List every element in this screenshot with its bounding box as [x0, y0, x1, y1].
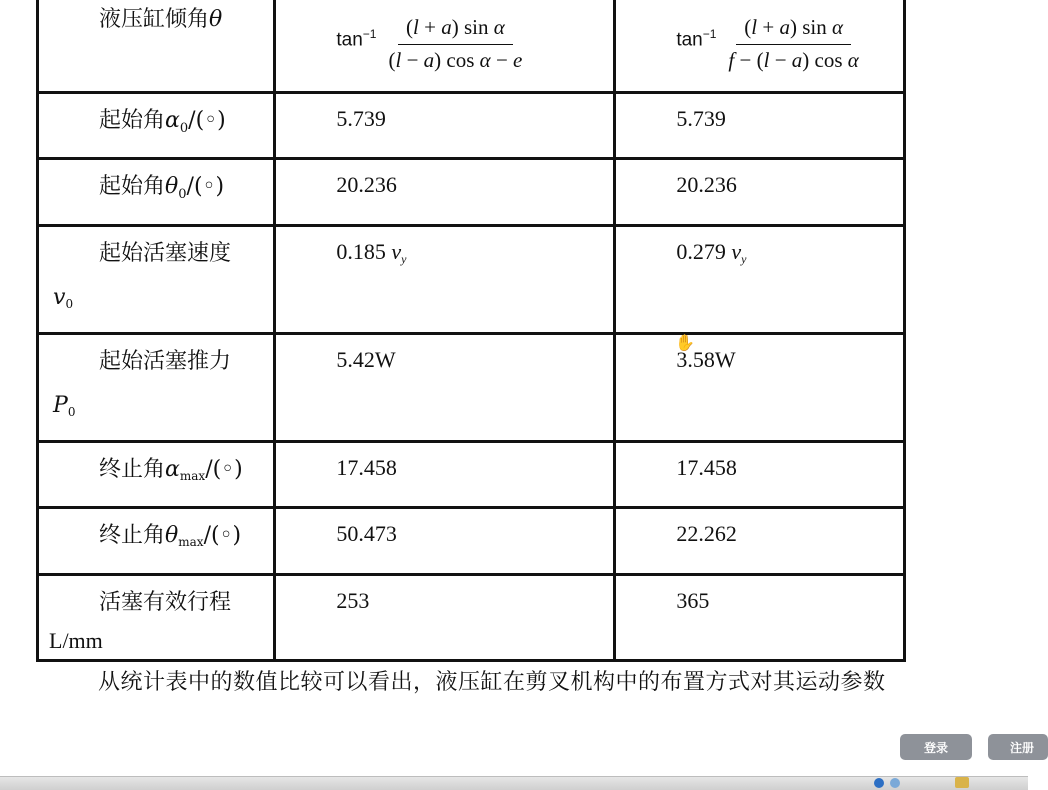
row-label-cell: [38, 93, 275, 159]
row-label-cell: [38, 334, 275, 442]
table-header-cell: [615, 0, 905, 93]
row-label: 起始活塞推力: [99, 349, 232, 374]
value-text: 365: [676, 588, 710, 613]
row-unit: /(◦): [188, 108, 226, 133]
browser-icon[interactable]: [874, 778, 884, 788]
login-button[interactable]: 登录: [900, 734, 972, 760]
row-label-cell: [38, 508, 275, 575]
value-cell: [275, 159, 615, 226]
row-label-cell: [38, 159, 275, 226]
row-sub: max: [178, 535, 204, 549]
value-text: 17.458: [336, 455, 397, 480]
row-label: 终止角: [99, 457, 166, 482]
value-var: v: [391, 239, 402, 264]
value-cell: [615, 508, 905, 575]
formula-exp: −1: [362, 27, 377, 42]
row-unit: /(◦): [186, 174, 225, 199]
value-cell: [275, 334, 615, 442]
formula-fraction: [380, 15, 530, 72]
row-label: 活塞有效行程: [99, 590, 232, 615]
value-text: 5.739: [676, 106, 726, 131]
row-unit: L/mm: [49, 628, 103, 654]
formula-col3: [676, 0, 867, 91]
row-label: 起始角: [99, 108, 166, 133]
value-text: 3.58W: [676, 347, 736, 372]
header-var: θ: [209, 7, 223, 32]
table-row: [38, 226, 905, 334]
row-unit: /(◦): [203, 523, 242, 548]
row-sub: 0: [67, 405, 76, 420]
row-sub: 0: [65, 297, 74, 312]
table-row: [38, 442, 905, 508]
row-sub: max: [179, 469, 206, 483]
value-text: 5.42W: [336, 347, 396, 372]
formula-denominator: (l − a) cos α − e: [388, 47, 523, 72]
formula-numerator: (l + a) sin α: [398, 15, 513, 44]
row-var: v: [53, 285, 66, 311]
table-row: [38, 0, 905, 93]
table-row: [38, 334, 905, 442]
value-cell: [615, 159, 905, 226]
row-label-cell: [38, 442, 275, 508]
value-text: 17.458: [676, 455, 737, 480]
formula-numerator: (l + a) sin α: [736, 15, 851, 44]
row-sub: 0: [178, 187, 187, 202]
row-var: α: [165, 108, 180, 133]
value-cell: [275, 226, 615, 334]
folder-icon[interactable]: [955, 777, 969, 788]
table-row: [38, 159, 905, 226]
value-text: 253: [336, 588, 370, 613]
row-var: θ: [165, 523, 179, 548]
row-var: P: [53, 393, 68, 419]
formula-fraction: [720, 15, 866, 72]
formula-exp: −1: [702, 27, 717, 42]
value-text: 20.236: [336, 172, 397, 197]
header-label: 液压缸倾角: [99, 7, 210, 32]
value-cell: [615, 575, 905, 661]
hand-cursor-icon: ✋: [675, 333, 695, 352]
value-var: v: [731, 239, 742, 264]
value-cell: [615, 226, 905, 334]
value-sub: y: [401, 252, 407, 266]
row-label: 起始角: [99, 174, 166, 199]
body-paragraph: 从统计表中的数值比较可以看出，液压缸在剪叉机构中的布置方式对其运动参数: [98, 670, 886, 695]
row-label: 起始活塞速度: [99, 241, 232, 266]
value-text: 22.262: [676, 521, 737, 546]
value-text: 20.236: [676, 172, 737, 197]
value-cell: [275, 575, 615, 661]
row-label-cell: [38, 226, 275, 334]
row-var: α: [165, 457, 180, 482]
formula-func: tan: [676, 29, 703, 51]
value-cell: [275, 508, 615, 575]
value-sub: y: [741, 252, 747, 266]
register-button[interactable]: 注册: [988, 734, 1048, 760]
row-sub: 0: [179, 121, 189, 136]
formula-func: tan: [336, 29, 363, 51]
row-unit: /(◦): [205, 457, 243, 482]
parameter-table: [36, 0, 906, 662]
table-row: [38, 93, 905, 159]
formula-col2: [336, 0, 530, 91]
table-header-cell: [275, 0, 615, 93]
value-text: 50.473: [336, 521, 397, 546]
table-header-cell: [38, 0, 275, 93]
globe-icon[interactable]: [890, 778, 900, 788]
value-text: 0.279: [676, 239, 726, 264]
value-cell: [275, 93, 615, 159]
table-row: [38, 575, 905, 661]
value-text: 5.739: [336, 106, 386, 131]
value-cell: [615, 442, 905, 508]
table-row: [38, 508, 905, 575]
row-label-cell: [38, 575, 275, 661]
row-label: 终止角: [99, 523, 166, 548]
value-cell: [615, 93, 905, 159]
formula-denominator: f − (l − a) cos α: [728, 47, 859, 72]
status-bar: [0, 776, 1028, 790]
row-var: θ: [165, 174, 179, 199]
value-text: 0.185: [336, 239, 386, 264]
value-cell: [615, 334, 905, 442]
value-cell: [275, 442, 615, 508]
